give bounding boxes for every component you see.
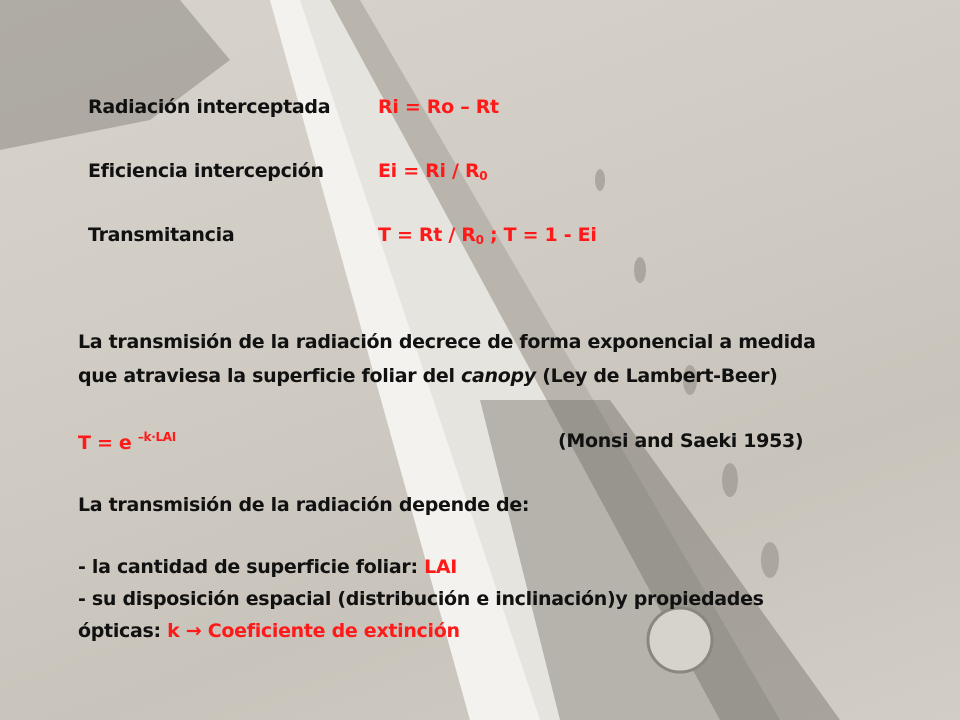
row-label-transmitancia: Transmitancia [88, 224, 235, 246]
formula-radiacion: Ri = Ro – Rt [378, 96, 499, 118]
paragraph1-line2-a: que atraviesa la superficie foliar del [78, 365, 462, 387]
bullet-disposicion-highlight: k → Coeficiente de extinción [167, 620, 460, 642]
bullet-lai-highlight: LAI [424, 556, 458, 578]
paragraph2: La transmisión de la radiación depende de: [78, 494, 530, 516]
paragraph1-line2-b: (Ley de Lambert-Beer) [535, 365, 778, 387]
row-label-eficiencia: Eficiencia intercepción [88, 160, 324, 182]
bullet-disposicion-line2-a: ópticas: [78, 620, 168, 642]
paragraph1-italic: canopy [461, 365, 536, 387]
formula-transmitancia [378, 224, 597, 247]
formula-eficiencia-sub: 0 [479, 169, 488, 183]
bullet-lai [78, 556, 457, 578]
formula-eficiencia-main: Ei = Ri / R [378, 160, 480, 182]
paragraph1-line1: La transmisión de la radiación decrece de forma exponencial a medida [78, 331, 816, 353]
equation-base: T = e [78, 432, 138, 454]
citation: (Monsi and Saeki 1953) [558, 430, 804, 452]
equation [78, 430, 176, 454]
formula-eficiencia [378, 160, 487, 183]
bullet-disposicion-line1: - su disposición espacial (distribución e inclinación)y propiedades [78, 588, 764, 610]
paragraph1-line2 [78, 365, 778, 387]
formula-transmitancia-sub: 0 [475, 233, 484, 247]
bullet-lai-text: - la cantidad de superficie foliar: [78, 556, 425, 578]
formula-transmitancia-main: T = Rt / R [378, 224, 476, 246]
bullet-disposicion-line2 [78, 620, 460, 642]
equation-exponent: –k·LAI [137, 430, 176, 444]
row-label-radiacion: Radiación interceptada [88, 96, 331, 118]
formula-transmitancia-tail: ; T = 1 - Ei [483, 224, 597, 246]
